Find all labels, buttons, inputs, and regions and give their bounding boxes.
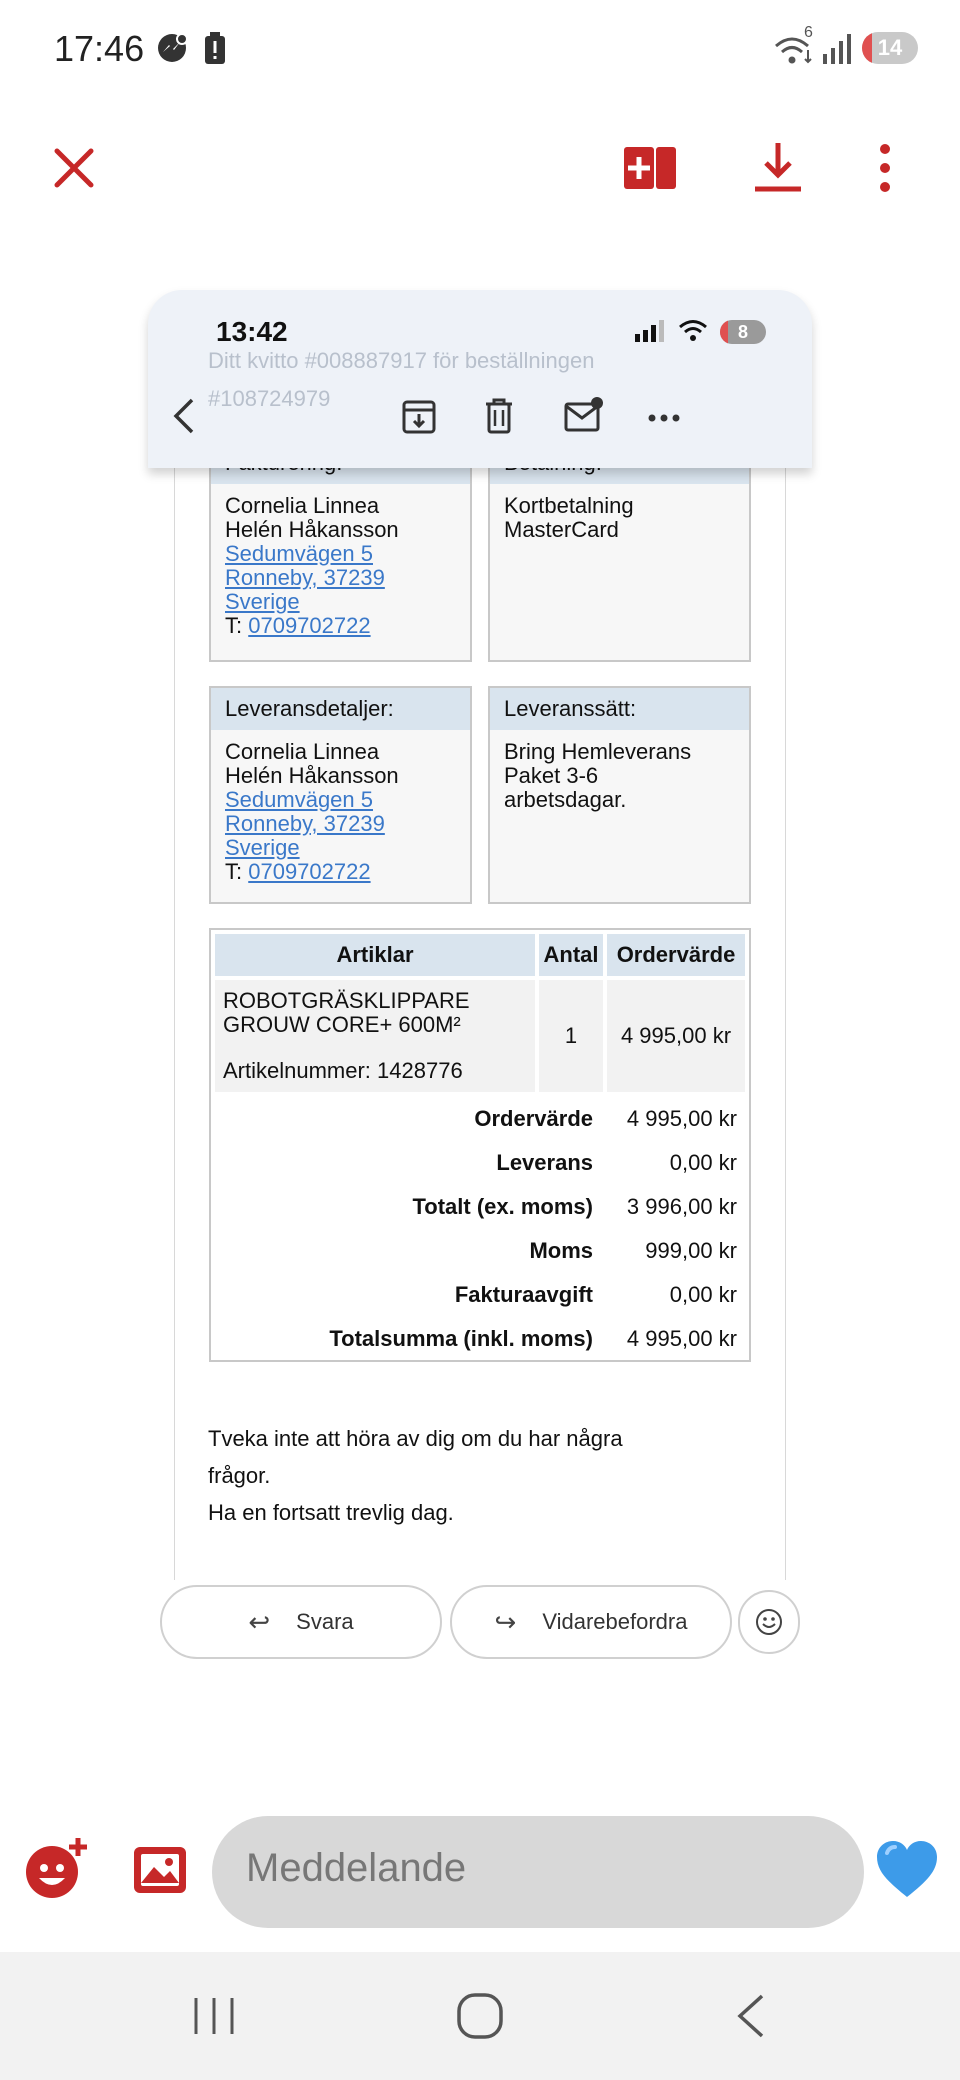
closing-text	[208, 1420, 728, 1531]
summary-label: Fakturaavgift	[454, 1282, 593, 1307]
download-button[interactable]	[746, 134, 810, 198]
close-button[interactable]	[46, 140, 102, 196]
delivery-phone-row	[225, 860, 456, 884]
wifi-badge: 6	[804, 24, 813, 41]
delivery-phone-prefix: T:	[225, 859, 249, 884]
back-icon[interactable]	[172, 396, 196, 441]
inner-status-time: 13:42	[216, 316, 288, 347]
back-nav-icon[interactable]	[734, 1992, 766, 2045]
reply-button[interactable]	[160, 1585, 442, 1659]
item-name-line2: GROUW CORE+ 600M²	[223, 1012, 461, 1037]
send-heart-button[interactable]	[874, 1836, 940, 1902]
item-article-number: Artikelnummer: 1428776	[223, 1058, 463, 1083]
ghost-subject-line1: Ditt kvitto #008887917 för beställningen	[208, 348, 595, 373]
heart-icon	[875, 1839, 939, 1899]
delivery-details-body	[211, 730, 470, 894]
add-emoji-button[interactable]	[24, 1836, 88, 1900]
summary-row	[211, 1140, 749, 1184]
summary-value: 4 995,00 kr	[626, 1106, 737, 1131]
delivery-details-header: Leveransdetaljer:	[211, 688, 470, 730]
closing-line1: Tveka inte att höra av dig om du har några	[208, 1426, 623, 1451]
summary-value: 999,00 kr	[645, 1238, 737, 1263]
battery-alert-icon	[204, 32, 226, 69]
closing-line3: Ha en fortsatt trevlig dag.	[208, 1500, 454, 1525]
delivery-street-link[interactable]: Sedumvägen 5	[225, 787, 373, 812]
inner-wifi-icon	[678, 318, 708, 347]
add-to-board-button[interactable]	[620, 140, 680, 196]
inner-email-header	[148, 290, 812, 468]
messenger-notification-icon	[154, 30, 190, 71]
payment-line2: MasterCard	[504, 517, 619, 542]
navigation-bar	[0, 1952, 960, 2080]
home-icon[interactable]	[456, 1992, 504, 2045]
header-items: Artiklar	[215, 934, 535, 976]
summary-label: Moms	[529, 1238, 593, 1263]
delivery-name2: Helén Håkansson	[225, 763, 399, 788]
reply-label: Svara	[296, 1609, 354, 1634]
message-placeholder: Meddelande	[246, 1846, 467, 1890]
inner-signal-icon	[634, 320, 664, 347]
billing-country-link[interactable]: Sverige	[225, 589, 300, 614]
battery-indicator	[862, 32, 918, 64]
signal-icon	[822, 34, 852, 69]
recents-icon[interactable]	[192, 1994, 236, 2043]
forward-button[interactable]	[450, 1585, 732, 1659]
battery-level: 14	[877, 35, 903, 60]
delivery-name1: Cornelia Linnea	[225, 739, 380, 764]
emoji-icon	[755, 1608, 783, 1636]
summary-value: 3 996,00 kr	[626, 1194, 737, 1219]
archive-icon[interactable]	[402, 400, 436, 439]
billing-phone-row	[225, 614, 456, 638]
item-value: 4 995,00 kr	[620, 1023, 732, 1048]
billing-phone-link[interactable]: 0709702722	[248, 613, 371, 638]
summary-label: Totalt (ex. moms)	[412, 1194, 593, 1219]
message-input[interactable]	[212, 1816, 864, 1928]
delivery-city-link[interactable]: Ronneby, 37239	[225, 811, 385, 836]
mark-unread-icon[interactable]	[564, 396, 604, 439]
wifi-icon	[772, 24, 816, 71]
item-qty-cell	[539, 980, 603, 1092]
delivery-method-box	[488, 686, 751, 904]
summary-label: Ordervärde	[474, 1106, 593, 1131]
download-icon	[749, 137, 807, 195]
more-horiz-icon[interactable]	[648, 410, 680, 428]
delivery-method-line1: Bring Hemleverans	[504, 739, 692, 764]
emoji-reaction-button[interactable]	[738, 1590, 800, 1654]
billing-street-link[interactable]: Sedumvägen 5	[225, 541, 373, 566]
billing-city-link[interactable]: Ronneby, 37239	[225, 565, 385, 590]
delivery-method-body	[490, 730, 749, 822]
forward-label: Vidarebefordra	[542, 1609, 688, 1634]
more-options-button[interactable]	[870, 140, 900, 196]
item-cell	[215, 980, 535, 1092]
gallery-icon	[132, 1845, 188, 1895]
summary-row	[211, 1316, 749, 1360]
summary-row	[211, 1228, 749, 1272]
header-value: Ordervärde	[607, 934, 745, 976]
ghost-subject-line2: #108724979	[208, 386, 331, 411]
status-time: 17:46	[54, 28, 145, 69]
item-value-cell	[607, 980, 745, 1092]
payment-body	[490, 484, 749, 552]
delivery-details-box	[209, 686, 472, 904]
order-table	[209, 928, 751, 1362]
summary-label: Leverans	[496, 1150, 593, 1175]
more-vert-icon	[879, 143, 891, 193]
delivery-method-line2: Paket 3-6	[504, 763, 599, 788]
summary-row	[211, 1184, 749, 1228]
add-to-board-icon	[622, 145, 678, 191]
closing-line2: frågor.	[208, 1463, 271, 1488]
item-qty: 1	[564, 1023, 578, 1048]
delivery-method-line3: arbetsdagar.	[504, 787, 627, 812]
inner-battery-level: 8	[737, 322, 748, 342]
billing-name1: Cornelia Linnea	[225, 493, 380, 518]
summary-row	[211, 1096, 749, 1140]
summary-value: 4 995,00 kr	[626, 1326, 737, 1351]
inner-battery-indicator	[720, 320, 766, 344]
summary-value: 0,00 kr	[669, 1282, 737, 1307]
delivery-method-header: Leveranssätt:	[490, 688, 749, 730]
summary-label: Totalsumma (inkl. moms)	[329, 1326, 593, 1351]
delivery-country-link[interactable]: Sverige	[225, 835, 300, 860]
billing-box	[209, 452, 472, 662]
gallery-button[interactable]	[130, 1842, 190, 1898]
summary-row	[211, 1272, 749, 1316]
item-name-line1: ROBOTGRÄSKLIPPARE	[223, 988, 470, 1013]
reply-icon: ↩	[248, 1606, 271, 1637]
delivery-phone-link[interactable]: 0709702722	[248, 859, 371, 884]
forward-icon: ↪	[494, 1606, 517, 1637]
billing-phone-prefix: T:	[225, 613, 249, 638]
status-bar	[0, 0, 960, 100]
billing-body	[211, 484, 470, 648]
close-icon	[52, 146, 96, 190]
delete-icon[interactable]	[484, 398, 514, 439]
header-qty: Antal	[539, 934, 603, 976]
payment-line1: Kortbetalning	[504, 493, 634, 518]
payment-box	[488, 452, 751, 662]
add-emoji-icon	[24, 1836, 88, 1900]
summary-value: 0,00 kr	[669, 1150, 737, 1175]
billing-name2: Helén Håkansson	[225, 517, 399, 542]
